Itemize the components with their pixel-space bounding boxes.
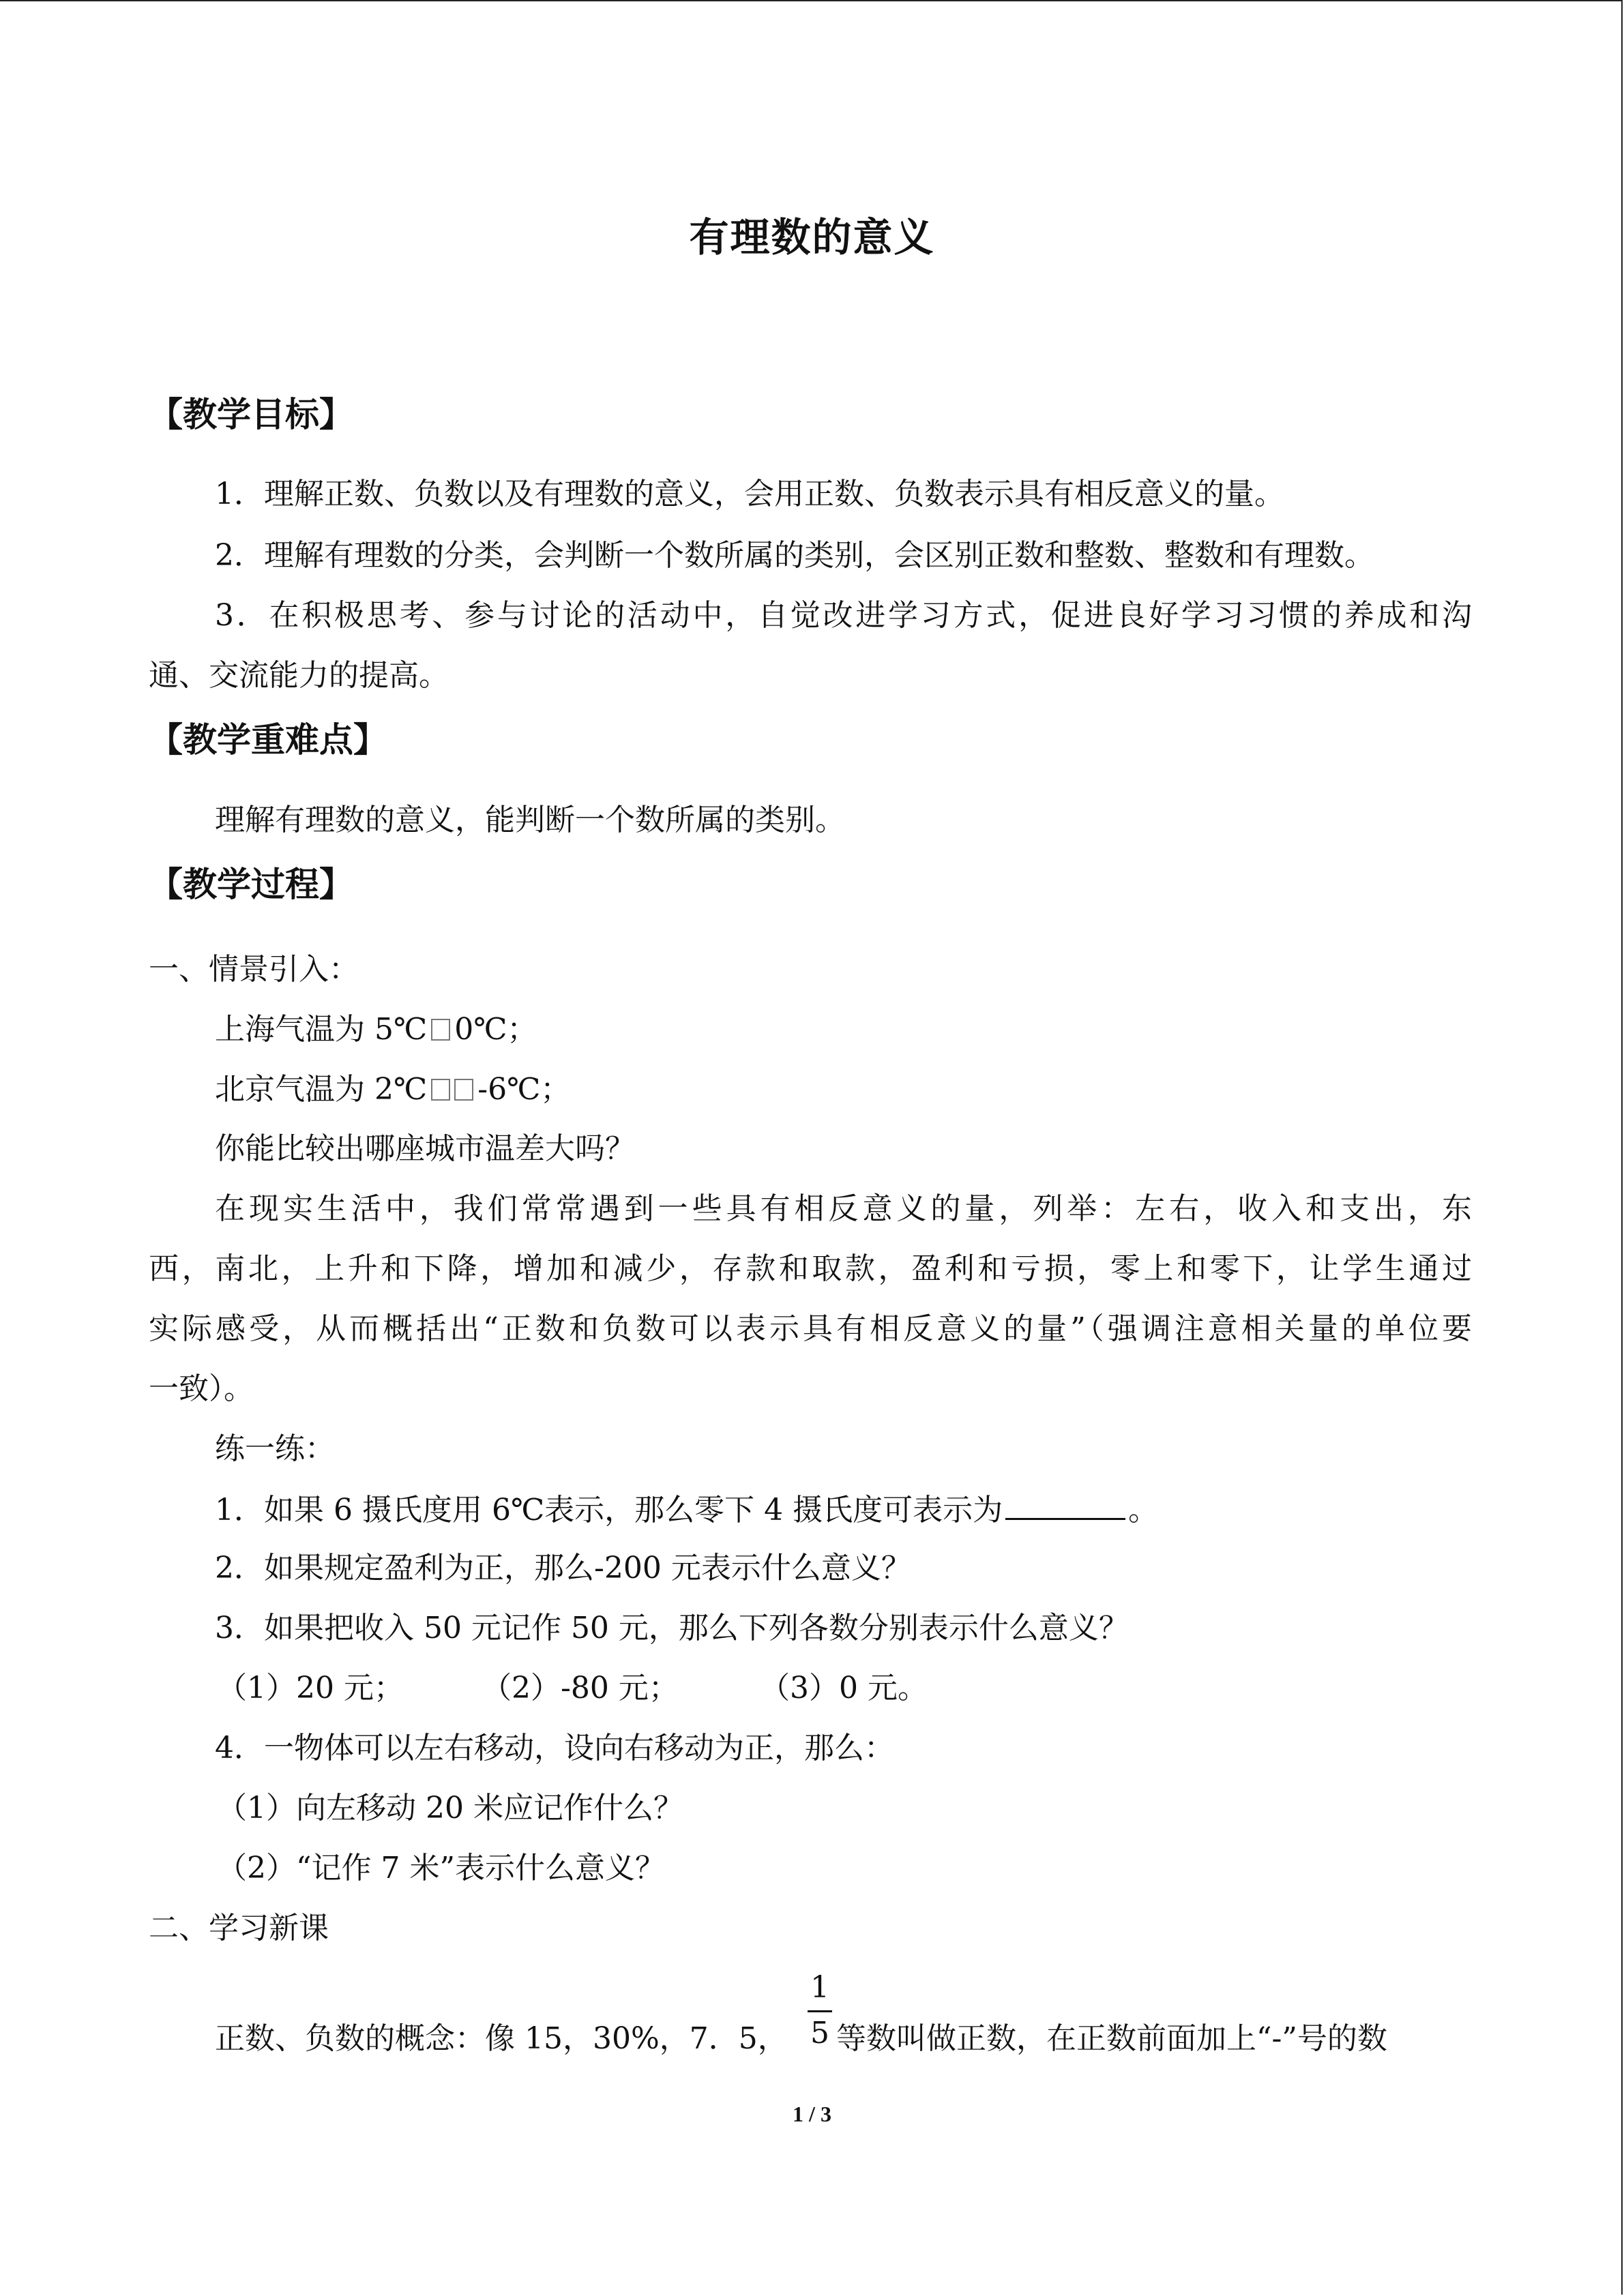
process-heading: 【教学过程】: [149, 865, 353, 904]
paragraph-line-2: 西，南北，上升和下降，增加和减少，存款和取款，盈利和亏损，零上和零下，让学生通过: [149, 1251, 1472, 1286]
question-4-part-2: （2）“记作 7 米”表示什么意义？: [217, 1851, 665, 1885]
question-3-options: [217, 1668, 928, 1709]
missing-glyph-box: [431, 1079, 450, 1101]
goal-1: 1．理解正数、负数以及有理数的意义，会用正数、负数表示具有相反意义的量。: [215, 477, 1284, 511]
question-3-option-1: （1）20 元；: [217, 1671, 404, 1705]
compare-question: 你能比较出哪座城市温差大吗？: [215, 1131, 635, 1166]
fraction-bar: [808, 2010, 832, 2012]
fraction-numerator: 1: [810, 1970, 829, 2005]
fraction-denominator: 5: [810, 2016, 829, 2051]
question-4-part-1: （1）向左移动 20 米应记作什么？: [217, 1791, 683, 1825]
question-1-end: 。: [1128, 1493, 1159, 1527]
goal-3-line-1: 3．在积极思考、参与讨论的活动中，自觉改进学习方式，促进良好学习习惯的养成和沟: [215, 598, 1472, 633]
beijing-text-a: 北京气温为 2℃: [215, 1072, 428, 1107]
missing-glyph-box: [454, 1079, 473, 1101]
answer-blank: [1005, 1488, 1125, 1520]
goal-3-line-2: 通、交流能力的提高。: [149, 658, 449, 693]
question-1-text: 1．如果 6 摄氏度用 6℃表示，那么零下 4 摄氏度可表示为: [215, 1493, 1003, 1527]
shanghai-line: [215, 1009, 537, 1050]
fraction-one-fifth: [805, 1971, 835, 2051]
question-3-option-3: （3）0 元。: [760, 1671, 928, 1705]
shanghai-text-b: 0℃；: [454, 1012, 537, 1047]
concept-line-a: 正数、负数的概念：像 15，30%，7．5，: [215, 2021, 788, 2056]
question-3-option-2: （2）-80 元；: [482, 1671, 679, 1705]
paragraph-line-4: 一致）。: [149, 1371, 254, 1406]
question-3: 3．如果把收入 50 元记作 50 元，那么下列各数分别表示什么意义？: [215, 1611, 1129, 1645]
question-1: [215, 1488, 1158, 1531]
intro-heading: 一、情景引入：: [149, 952, 359, 987]
beijing-text-b: -6℃；: [477, 1072, 571, 1107]
question-2: 2．如果规定盈利为正，那么-200 元表示什么意义？: [215, 1551, 911, 1585]
page-number: 1 / 3: [793, 2102, 831, 2126]
missing-glyph-box: [431, 1019, 450, 1041]
paragraph-line-3: 实际感受，从而概括出“正数和负数可以表示具有相反意义的量”（强调注意相关量的单位要: [149, 1311, 1472, 1346]
goal-2: 2．理解有理数的分类，会判断一个数所属的类别，会区别正数和整数、整数和有理数。: [215, 538, 1374, 573]
goals-heading: 【教学目标】: [149, 395, 353, 434]
beijing-line: [215, 1069, 570, 1110]
page-title: 有理数的意义: [689, 214, 935, 260]
key-heading: 【教学重难点】: [149, 720, 387, 760]
practice-label: 练一练：: [215, 1431, 335, 1466]
question-4: 4．一物体可以左右移动，设向右移动为正，那么：: [215, 1731, 894, 1765]
key-text: 理解有理数的意义，能判断一个数所属的类别。: [215, 803, 845, 837]
concept-line-b: 等数叫做正数，在正数前面加上“-”号的数: [836, 2021, 1387, 2056]
shanghai-text-a: 上海气温为 5℃: [215, 1012, 428, 1047]
new-lesson-heading: 二、学习新课: [149, 1911, 329, 1945]
paragraph-line-1: 在现实生活中，我们常常遇到一些具有相反意义的量，列举：左右，收入和支出，东: [215, 1191, 1472, 1226]
